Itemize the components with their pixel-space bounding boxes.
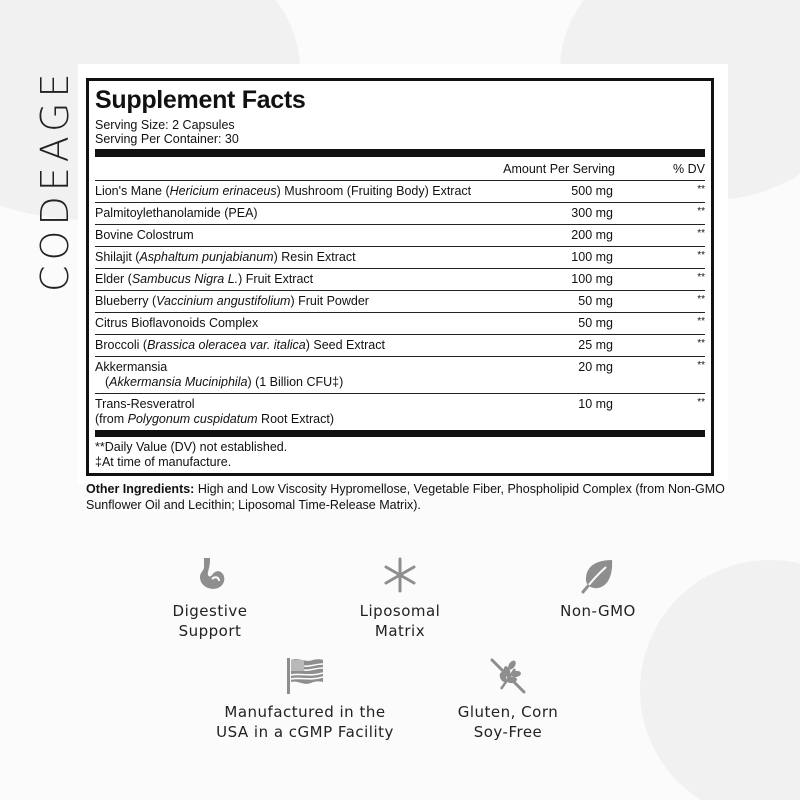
dv-cell: ** xyxy=(697,338,705,349)
amount-cell: 100 mg xyxy=(571,272,613,286)
thick-divider xyxy=(95,430,705,437)
table-row: Broccoli (Brassica oleracea var. italica) Seed Extract 25 mg ** xyxy=(95,334,705,356)
badge-label-line1: Gluten, Corn xyxy=(457,703,559,721)
badge-label-line1: Digestive xyxy=(172,602,248,620)
table-row: Citrus Bioflavonoids Complex 50 mg ** xyxy=(95,312,705,334)
footnotes xyxy=(95,437,705,470)
brand-logo: CODEAGE xyxy=(33,68,77,292)
badge-non-gmo xyxy=(538,555,658,621)
table-row: Blueberry (Vaccinium angustifolium) Fruit Powder 50 mg ** xyxy=(95,290,705,312)
dv-cell: ** xyxy=(697,360,705,371)
dv-cell: ** xyxy=(697,228,705,239)
badge-label-line2: Soy-Free xyxy=(473,723,543,741)
badge-label-line2: Support xyxy=(178,622,242,640)
us-flag-icon xyxy=(283,656,327,696)
badge-label-line1: Manufactured in the xyxy=(224,703,386,721)
amount-cell: 100 mg xyxy=(571,250,613,264)
footnote-dv: **Daily Value (DV) not established. xyxy=(95,440,288,454)
amount-cell: 50 mg xyxy=(578,316,613,330)
asterisk-icon xyxy=(380,555,420,595)
badge-liposomal-matrix xyxy=(340,555,460,641)
badge-manufactured-usa xyxy=(190,656,420,742)
table-row: Lion's Mane (Hericium erinaceus) Mushroom (Fruiting Body) Extract 500 mg ** xyxy=(95,180,705,202)
table-row-resveratrol: Trans-Resveratrol (from Polygonum cuspidatum Root Extract) 10 mg ** xyxy=(95,393,705,430)
supplement-facts-panel xyxy=(86,78,714,476)
dv-header: % DV xyxy=(673,162,705,176)
badge-label-line1: Liposomal xyxy=(359,602,441,620)
badge-gluten-corn-soy-free xyxy=(433,656,583,742)
amount-cell: 500 mg xyxy=(571,184,613,198)
dv-cell: ** xyxy=(697,250,705,261)
table-header xyxy=(95,161,705,180)
badge-digestive-support xyxy=(150,555,270,641)
amount-cell: 10 mg xyxy=(578,397,613,411)
dv-cell: ** xyxy=(697,294,705,305)
table-row: Shilajit (Asphaltum punjabianum) Resin Extract 100 mg ** xyxy=(95,246,705,268)
other-ingredients xyxy=(86,481,726,513)
badge-label-line2: USA in a cGMP Facility xyxy=(216,723,394,741)
dv-cell: ** xyxy=(697,184,705,195)
amount-cell: 200 mg xyxy=(571,228,613,242)
table-row: Palmitoylethanolamide (PEA) 300 mg ** xyxy=(95,202,705,224)
amount-cell: 25 mg xyxy=(578,338,613,352)
other-ingredients-label: Other Ingredients: xyxy=(86,482,195,496)
facts-title: Supplement Facts xyxy=(95,86,306,114)
badge-label-line1: Non-GMO xyxy=(560,602,636,620)
dv-cell: ** xyxy=(697,316,705,327)
no-wheat-icon xyxy=(486,656,530,696)
servings-per-container: Serving Per Container: 30 xyxy=(95,132,239,146)
amount-cell: 300 mg xyxy=(571,206,613,220)
other-ingredients-text: High and Low Viscosity Hypromellose, Vegetable Fiber, Phospholipid Complex (from Non-GMO Sunflower Oil and Lecithin; Liposomal Time-Release Matrix). xyxy=(86,482,725,512)
stomach-icon xyxy=(190,555,230,595)
leaf-icon xyxy=(578,555,618,595)
dv-cell: ** xyxy=(697,397,705,408)
amount-cell: 50 mg xyxy=(578,294,613,308)
footnote-manufacture: ‡At time of manufacture. xyxy=(95,455,232,469)
thick-divider xyxy=(95,149,705,157)
table-row: Elder (Sambucus Nigra L.) Fruit Extract 100 mg ** xyxy=(95,268,705,290)
dv-cell: ** xyxy=(697,206,705,217)
amount-header: Amount Per Serving xyxy=(503,162,615,176)
table-row-akkermansia: Akkermansia (Akkermansia Muciniphila) (1 Billion CFU‡) 20 mg ** xyxy=(95,356,705,393)
table-row: Bovine Colostrum 200 mg ** xyxy=(95,224,705,246)
dv-cell: ** xyxy=(697,272,705,283)
amount-cell: 20 mg xyxy=(578,360,613,374)
ingredient-list xyxy=(95,180,705,430)
badge-label-line2: Matrix xyxy=(374,622,426,640)
background-blob xyxy=(640,560,800,800)
serving-size: Serving Size: 2 Capsules xyxy=(95,118,235,132)
